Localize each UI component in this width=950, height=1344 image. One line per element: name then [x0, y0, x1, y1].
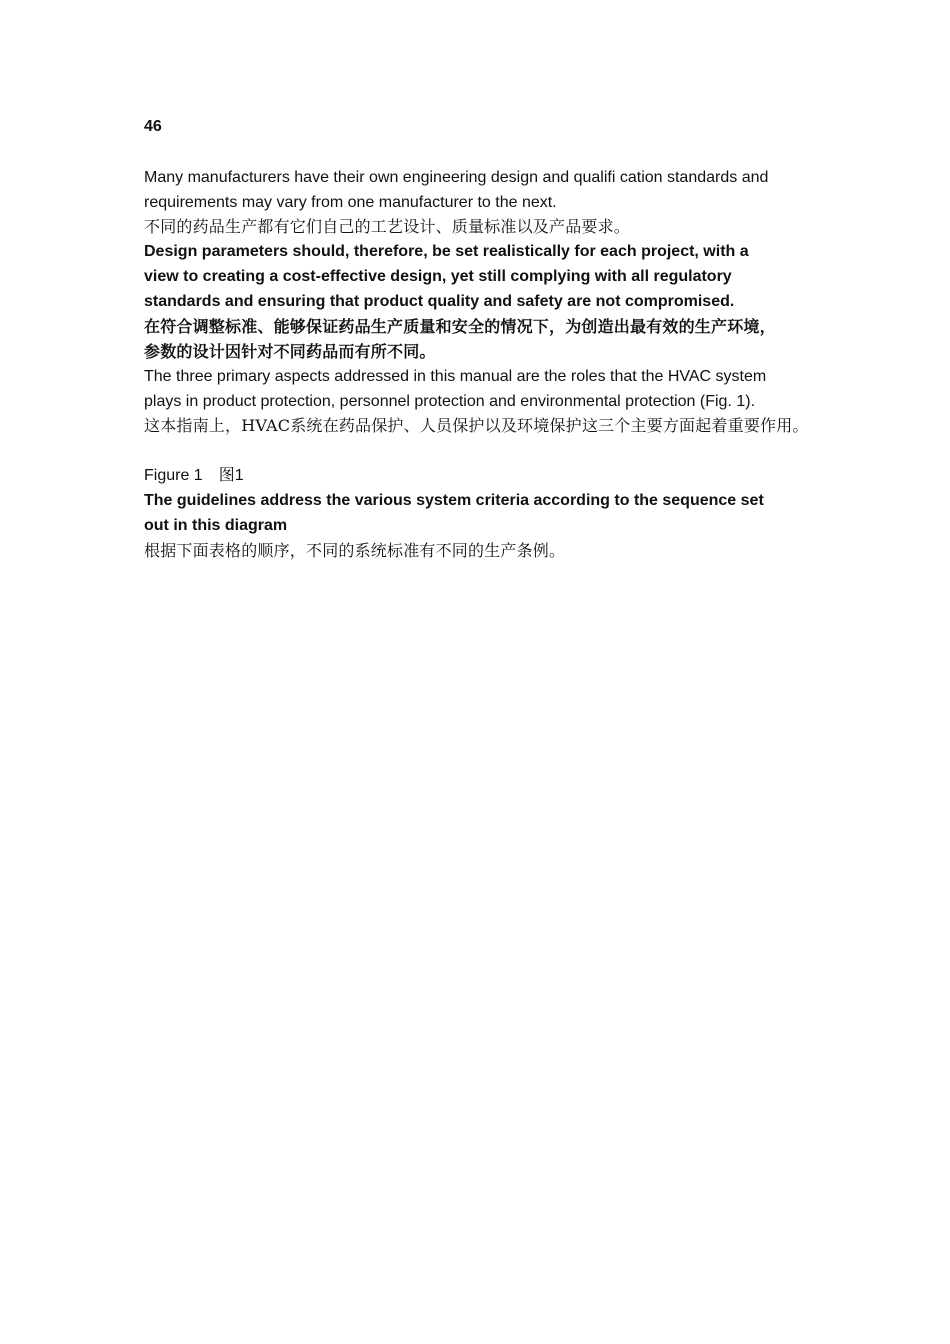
paragraph3-en-line-1: The three primary aspects addressed in this manual are the roles that the HVAC system [144, 368, 767, 385]
paragraph2-en-line-3: standards and ensuring that product quality and safety are not compromised. [144, 293, 735, 310]
paragraph2-en-line-2: view to creating a cost-effective design, yet still complying with all regulatory [144, 268, 732, 285]
figure-caption-en-line-1: The guidelines address the various system criteria according to the sequence set [144, 492, 764, 509]
paragraph1-en-line-1: Many manufacturers have their own engineering design and qualifi cation standards and [144, 169, 769, 186]
paragraph1-zh: 不同的药品生产都有它们自己的工艺设计、质量标准以及产品要求。 [144, 217, 631, 236]
paragraph3-zh: 这本指南上，HVAC系统在药品保护、人员保护以及环境保护这三个主要方面起着重要作用。 [144, 416, 809, 435]
page-number: 46 [144, 118, 162, 135]
paragraph2-zh-line-2: 参数的设计因针对不同药品而有所不同。 [144, 342, 436, 361]
paragraph1-en-line-2: requirements may vary from one manufacturer to the next. [144, 194, 557, 211]
paragraph3-en-line-2: plays in product protection, personnel protection and environmental protection (Fig. 1). [144, 393, 756, 410]
paragraph2-zh-line-1: 在符合调整标准、能够保证药品生产质量和安全的情况下，为创造出最有效的生产环境， [144, 317, 776, 336]
paragraph2-en-line-1: Design parameters should, therefore, be set realistically for each project, with a [144, 243, 749, 260]
figure-caption-en-line-2: out in this diagram [144, 517, 288, 534]
figure-label: Figure 1 图1 [144, 467, 244, 484]
figure-caption-zh: 根据下面表格的顺序，不同的系统标准有不同的生产条例。 [144, 541, 566, 560]
